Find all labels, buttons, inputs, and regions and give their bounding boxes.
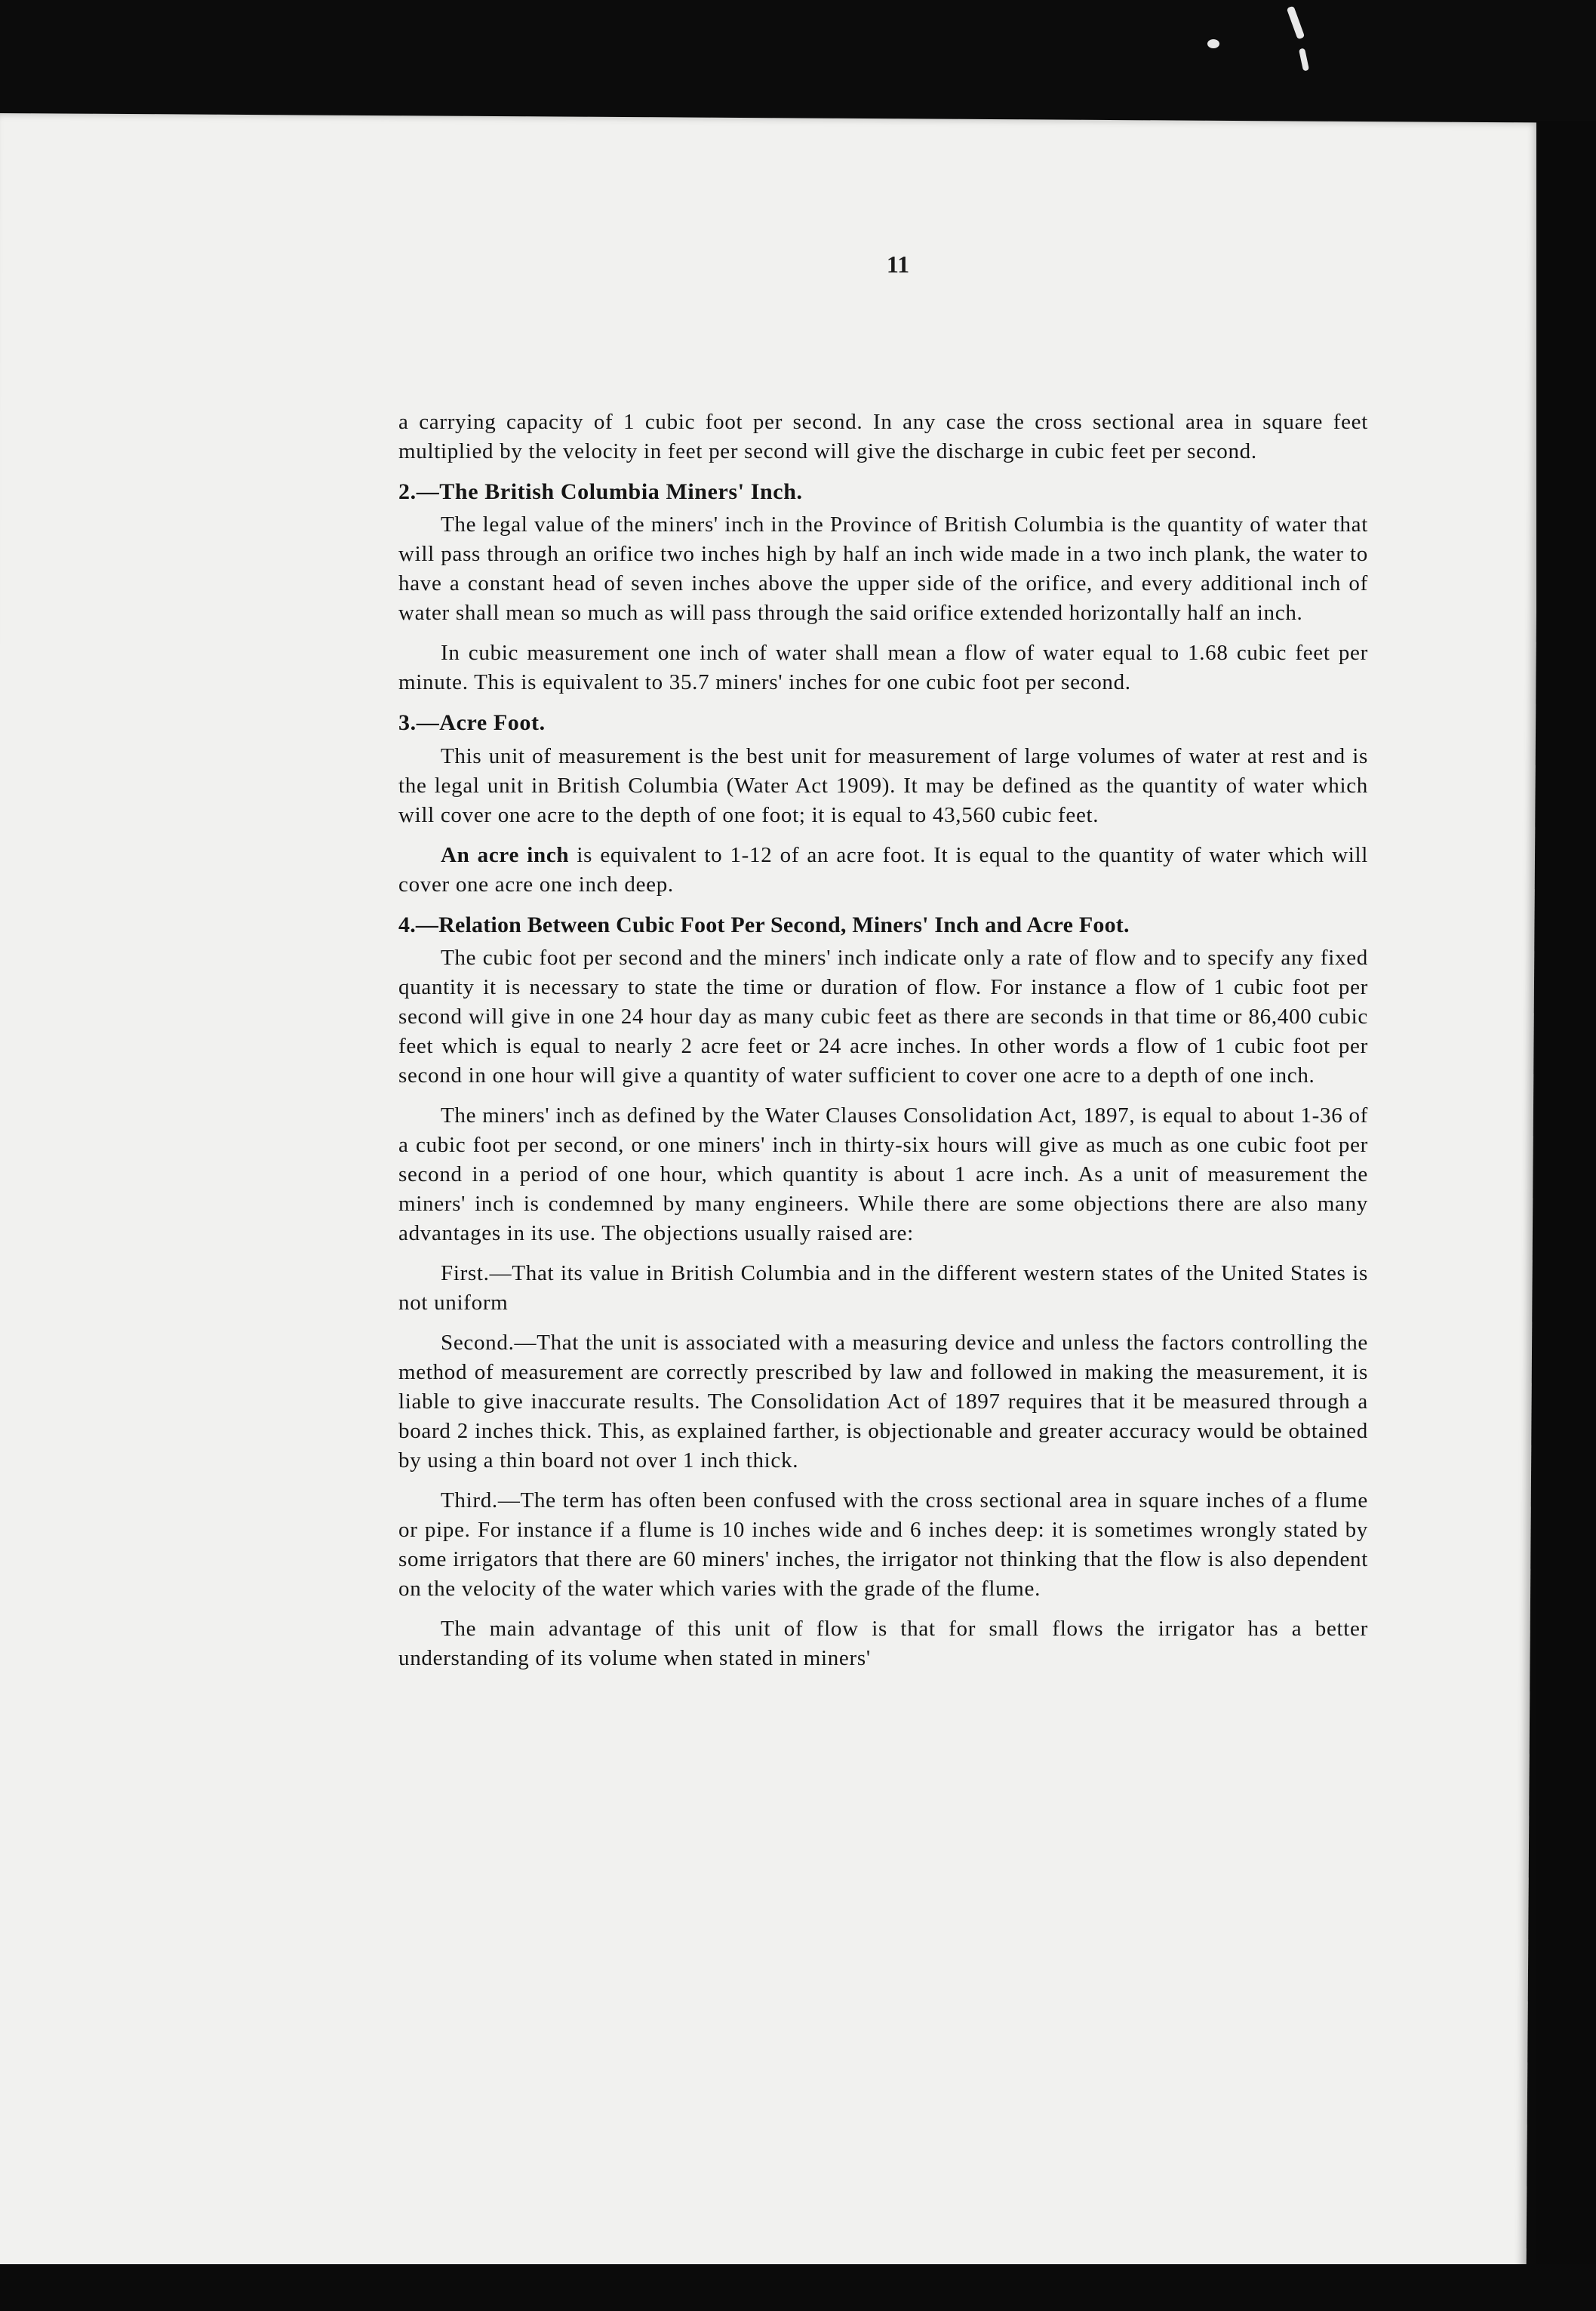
scan-right-border: [1536, 121, 1596, 2279]
paragraph-carrying-capacity: a carrying capacity of 1 cubic foot per second. In any case the cross sectional area in square feet multiplied by the velocity in feet per second will give the discharge in cubic feet per second.: [398, 410, 1368, 463]
scan-top-band: [0, 0, 1596, 121]
section-heading-relation: 4.—Relation Between Cubic Foot Per Second, Miners' Inch and Acre Foot.: [398, 912, 1130, 937]
paragraph-objection-second: Second.—That the unit is associated with a measuring device and unless the factors controlling the method of measurement are correctly prescribed by law and followed in making the measurement, it is liable to give inaccurate results. The Consolidation Act of 1897 requires that it be measured through a board 2 inches thick. This, as explained farther, is objectionable and greater accuracy would be obtained by using a thin board not over 1 inch thick.: [398, 1331, 1368, 1473]
paragraph-legal-value: The legal value of the miners' inch in the Province of British Columbia is the quantity of water that will pass through an orifice two inches high by half an inch wide made in a two inch plank, the water to have a constant head of seven inches above the upper side of the orifice, and every additional inch of water shall mean so much as will pass through the said orifice extended horizontally half an inch.: [398, 512, 1368, 626]
paragraph-cubic-measurement: In cubic measurement one inch of water shall mean a flow of water equal to 1.68 cubic feet per minute. This is equivalent to 35.7 miners' inches for one cubic foot per second.: [398, 641, 1368, 695]
section-heading-acre-foot: 3.—Acre Foot.: [398, 710, 546, 736]
acre-inch-definition: is equivalent to 1-12 of an acre foot. It is equal to the quantity of water which will cover one acre one inch deep.: [398, 842, 1368, 897]
paragraph-acre-inch: [398, 841, 1368, 900]
scan-dust-speck: [1207, 39, 1219, 48]
paragraph-main-advantage: The main advantage of this unit of flow is that for small flows the irrigator has a better understanding of its volume when stated in miners': [398, 1617, 1368, 1671]
page-number: 11: [886, 251, 910, 278]
document-body: [398, 408, 1368, 1684]
paragraph-acre-foot: This unit of measurement is the best unit for measurement of large volumes of water at rest and is the legal unit in British Columbia (Water Act 1909). It may be defined as the quantity of water which will cover one acre to the depth of one foot; it is equal to 43,560 cubic feet.: [398, 743, 1368, 827]
paragraph-objection-first: First.—That its value in British Columbia and in the different western states of the United States is not uniform: [398, 1261, 1368, 1316]
section-heading-miners-inch: 2.—The British Columbia Miners' Inch.: [398, 479, 803, 504]
paragraph-consolidation-act: The miners' inch as defined by the Water Clauses Consolidation Act, 1897, is equal to about 1-36 of a cubic foot per second, or one miners' inch in thirty-six hours will give as much as one cubic foot per second in a period of one hour, which quantity is about 1 acre inch. As a unit of measurement the miners' inch is condemned by many engineers. While there are some objections there are also many advantages in its use. The objections usually raised are:: [398, 1103, 1368, 1246]
acre-inch-term: An acre inch: [441, 842, 570, 867]
paragraph-objection-third: Third.—The term has often been confused with the cross sectional area in square inches of a flume or pipe. For instance if a flume is 10 inches wide and 6 inches deep: it is sometimes wrongly stated by some irrigators that there are 60 miners' inches, the irrigator not thinking that the flow is also dependent on the velocity of the water which varies with the grade of the flume.: [398, 1488, 1368, 1602]
paragraph-rate-of-flow: The cubic foot per second and the miners' inch indicate only a rate of flow and to specify any fixed quantity it is necessary to state the time or duration of flow. For instance a flow of 1 cubic foot per second will give in one 24 hour day as many cubic feet as there are seconds in that time or 86,400 cubic feet which is equal to nearly 2 acre feet or 24 acre inches. In other words a flow of 1 cubic foot per second in one hour will give a quantity of water sufficient to cover one acre to a depth of one inch.: [398, 946, 1368, 1088]
scan-dust-speck: [1299, 48, 1309, 71]
scan-bottom-band: [0, 2264, 1596, 2311]
scan-dust-speck: [1287, 6, 1305, 40]
